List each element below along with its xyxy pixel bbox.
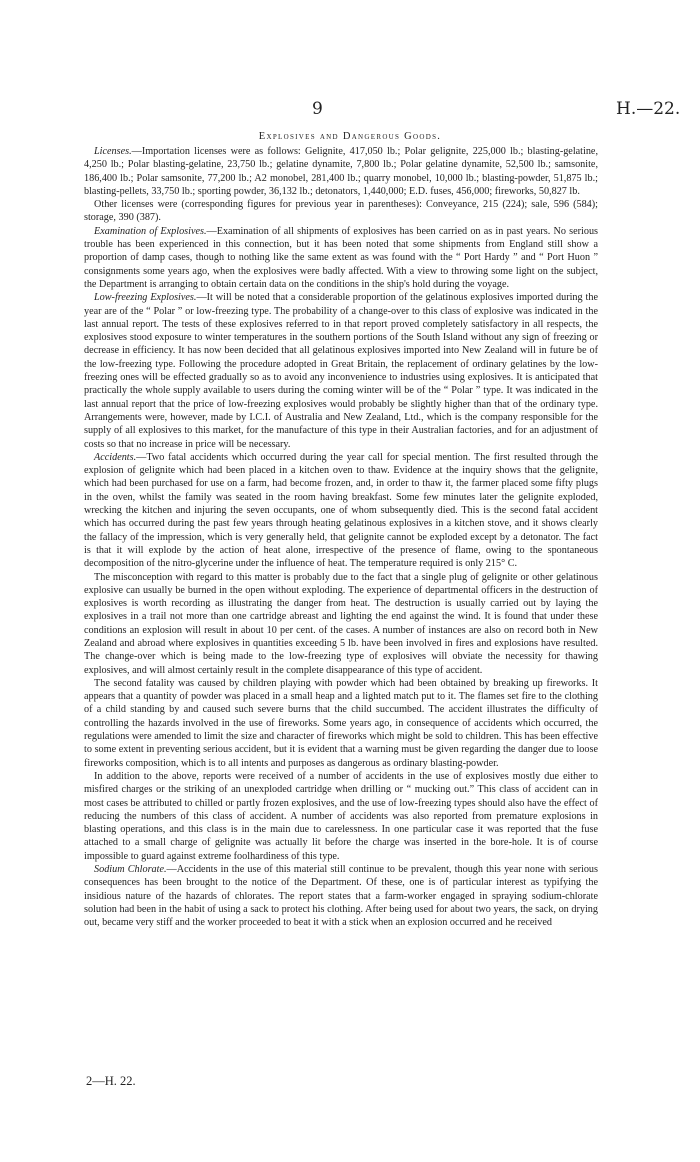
paragraph-lead: Examination of Explosives. [94, 225, 207, 237]
paragraph-other-licenses [84, 198, 598, 225]
paragraph-lead: Licenses. [94, 146, 132, 157]
paragraph-misconception [84, 571, 598, 677]
page-signature: 2—H. 22. [86, 1074, 136, 1088]
paragraph-second-fatality [84, 677, 598, 770]
paragraph-lead: Accidents. [94, 451, 137, 463]
document-reference: H.—22. [616, 99, 681, 119]
paragraph-lead: Sodium Chlorate. [94, 864, 167, 876]
paragraph-text: —Importation licenses were as follows: Gelignite, 417,050 lb.; Polar gelignite, 225,000 lb.; blasting-gelatine, 4,250 lb.; Polar blasting-gelatine, 23,750 lb.; gelatine dynamite, 7,800 lb.; Polar gelatine dynamite, 52,500 lb.; samsonite, 186,400 lb.; Polar samsonite, 77,200 lb.; A2 monobel, 281,400 lb.; quarry monobel, 10,000 lb.; blasting-powder, 51,875 lb.; blasting-pellets, 33,750 lb.; sporting powder, 36,132 lb.; detonators, 1,440,000; E.D. fuses, 456,000; fireworks, 50,827 lb. [84, 146, 598, 197]
paragraph-licenses [84, 145, 598, 198]
paragraph-sodium-chlorate [84, 863, 598, 929]
paragraph-examination [84, 225, 598, 291]
section-title: Explosives and Dangerous Goods. [258, 131, 442, 142]
body-text [84, 145, 598, 930]
paragraph-text: —Accidents in the use of this material still continue to be prevalent, though this year none with serious consequences has been brought to the notice of the Department. Of these, one is of particular interest as typifying the insidious nature of the hazards of chlorates. The report states that a farm-worker engaged in spraying sodium-chlorate solution had been in the habit of using a sack to protect his clothing. After being used for about two years, the sack, on drying out, became very stiff and the worker proceeded to beat it with a stick when an explosion occurred and he received [84, 864, 598, 929]
paragraph-lead: Low-freezing Explosives. [94, 292, 197, 304]
paragraph-text: In addition to the above, reports were received of a number of accidents in the use of explosives mostly due either to misfired charges or the striking of an unexploded cartridge when drilling or “ mucking out.” This class of accident can in most cases be attributed to chilled or partly frozen explosives, and the use of low-freezing types should also have the effect of reducing the numbers of this class of accident. A number of accidents was also reported from premature explosions in blasting operations, and this class is in the main due to carelessness. In one particular case it was reported that the fuse attached to a small charge of gelignite was actually lit before the charge was inserted in the bore-hole. It is of course impossible to guard against extreme foolhardiness of this type. [84, 770, 598, 862]
paragraph-text: —Examination of all shipments of explosives has been carried on as in past years. No serious trouble has been experienced in this connection, but it has been noted that some shipments from England still show a proportion of damp cases, though to nothing like the same extent as was found with the “ Port Hardy ” and “ Port Huon ” consignments some years ago, when the explosives were badly affected. With a view to throwing some light on the subject, the Department is arranging to obtain certain data on the conditions in the ship's hold during the voyage. [84, 225, 598, 290]
paragraph-text: Other licenses were (corresponding figures for previous year in parentheses): Conveyance, 215 (224); sale, 596 (584); storage, 390 (387). [84, 199, 598, 224]
paragraph-text: —It will be noted that a considerable proportion of the gelatinous explosives imported during the year are of the “ Polar ” or low-freezing type. The probability of a change-over to this class of explosive was indicated in the last annual report. The tests of these explosives referred to in that report proved completely satisfactory in all respects, the explosives stood exposure to winter temperatures in the southern portions of the South Island without any sign of freezing or decrease in efficiency. It has now been decided that all gelatinous explosives imported into New Zealand will in future be of the low-freezing type. Following the procedure adopted in Great Britain, the replacement of ordinary gelatines by the low-freezing ones will be effected gradually so as to avoid any inconvenience to industries using explosives. It is anticipated that practically the whole supply available to users during the coming winter will be of the “ Polar ” type. It was indicated in the last annual report that the price of low-freezing explosives would probably be slightly higher than that of the ordinary type. Arrangements were, however, made by I.C.I. of Australia and New Zealand, Ltd., which is the company responsible for the supply of all explosives to this market, for the manufacture of this type in their Australian factories, and for an adjustment of costs so that no increase in price will be necessary. [84, 292, 598, 450]
paragraph-accidents [84, 451, 598, 571]
paragraph-other-accidents [84, 770, 598, 863]
page-number: 9 [312, 99, 323, 119]
paragraph-text: The misconception with regard to this matter is probably due to the fact that a single plug of gelignite or other gelatinous explosive can usually be burned in the open without exploding. The experience of departmental officers in the destruction of explosives is worth recording as illustrating the danger from heat. The destruction is usually carried out by laying the explosives in a trail not more than one cartridge abreast and lighting the end against the wind. It is found that under these conditions an explosion will result in about 10 per cent. of the cases. A number of instances are also on record both in New Zealand and abroad where explosives in quantities exceeding 5 lb. have been involved in fires and explosions have resulted. The change-over which is being made to the low-freezing type of explosives will obviate the necessity for thawing explosives, and will almost certainly result in the complete disappearance of this type of accident. [84, 571, 598, 676]
paragraph-low-freezing [84, 291, 598, 451]
paragraph-text: The second fatality was caused by children playing with powder which had been obtained by breaking up fireworks. It appears that a quantity of powder was placed in a small heap and a lighted match put to it. The flames set fire to the clothing of a child standing by and caused such severe burns that the child succumbed. The accident illustrates the difficulty of controlling the hazards involved in the use of fireworks. Some years ago, in consequence of accidents which occurred, the regulations were amended to limit the size and character of fireworks which might be sold to children. This has been effective to some extent in preventing serious accident, but it is evident that a warning must be given regarding the danger due to loose fireworks composition, which is to all intents and purposes as dangerous as ordinary blasting-powder. [84, 677, 598, 769]
paragraph-text: —Two fatal accidents which occurred during the year call for special mention. The first resulted through the explosion of gelignite which had been placed in a kitchen oven to thaw. Evidence at the inquiry shows that the gelignite, which had been purchased for use on a farm, had become frozen, and, in order to thaw it, the farmer placed some fifty plugs in the oven, whilst the family was seated in the room having breakfast. Some few minutes later the gelignite exploded, wrecking the kitchen and injuring the seven occupants, one of whom subsequently died. This is the second fatal accident which has occurred during the past few years through heating gelatinous explosives in a kitchen stove, and it shows clearly the fallacy of the impression, which is very generally held, that gelignite cannot be exploded except by a detonator. The fact is that it will explode by the action of heat alone, irrespective of the presence of flame, owing to the spontaneous decomposition of the nitro-glycerine under the influence of heat. The temperature required is only 215° C. [84, 451, 598, 570]
